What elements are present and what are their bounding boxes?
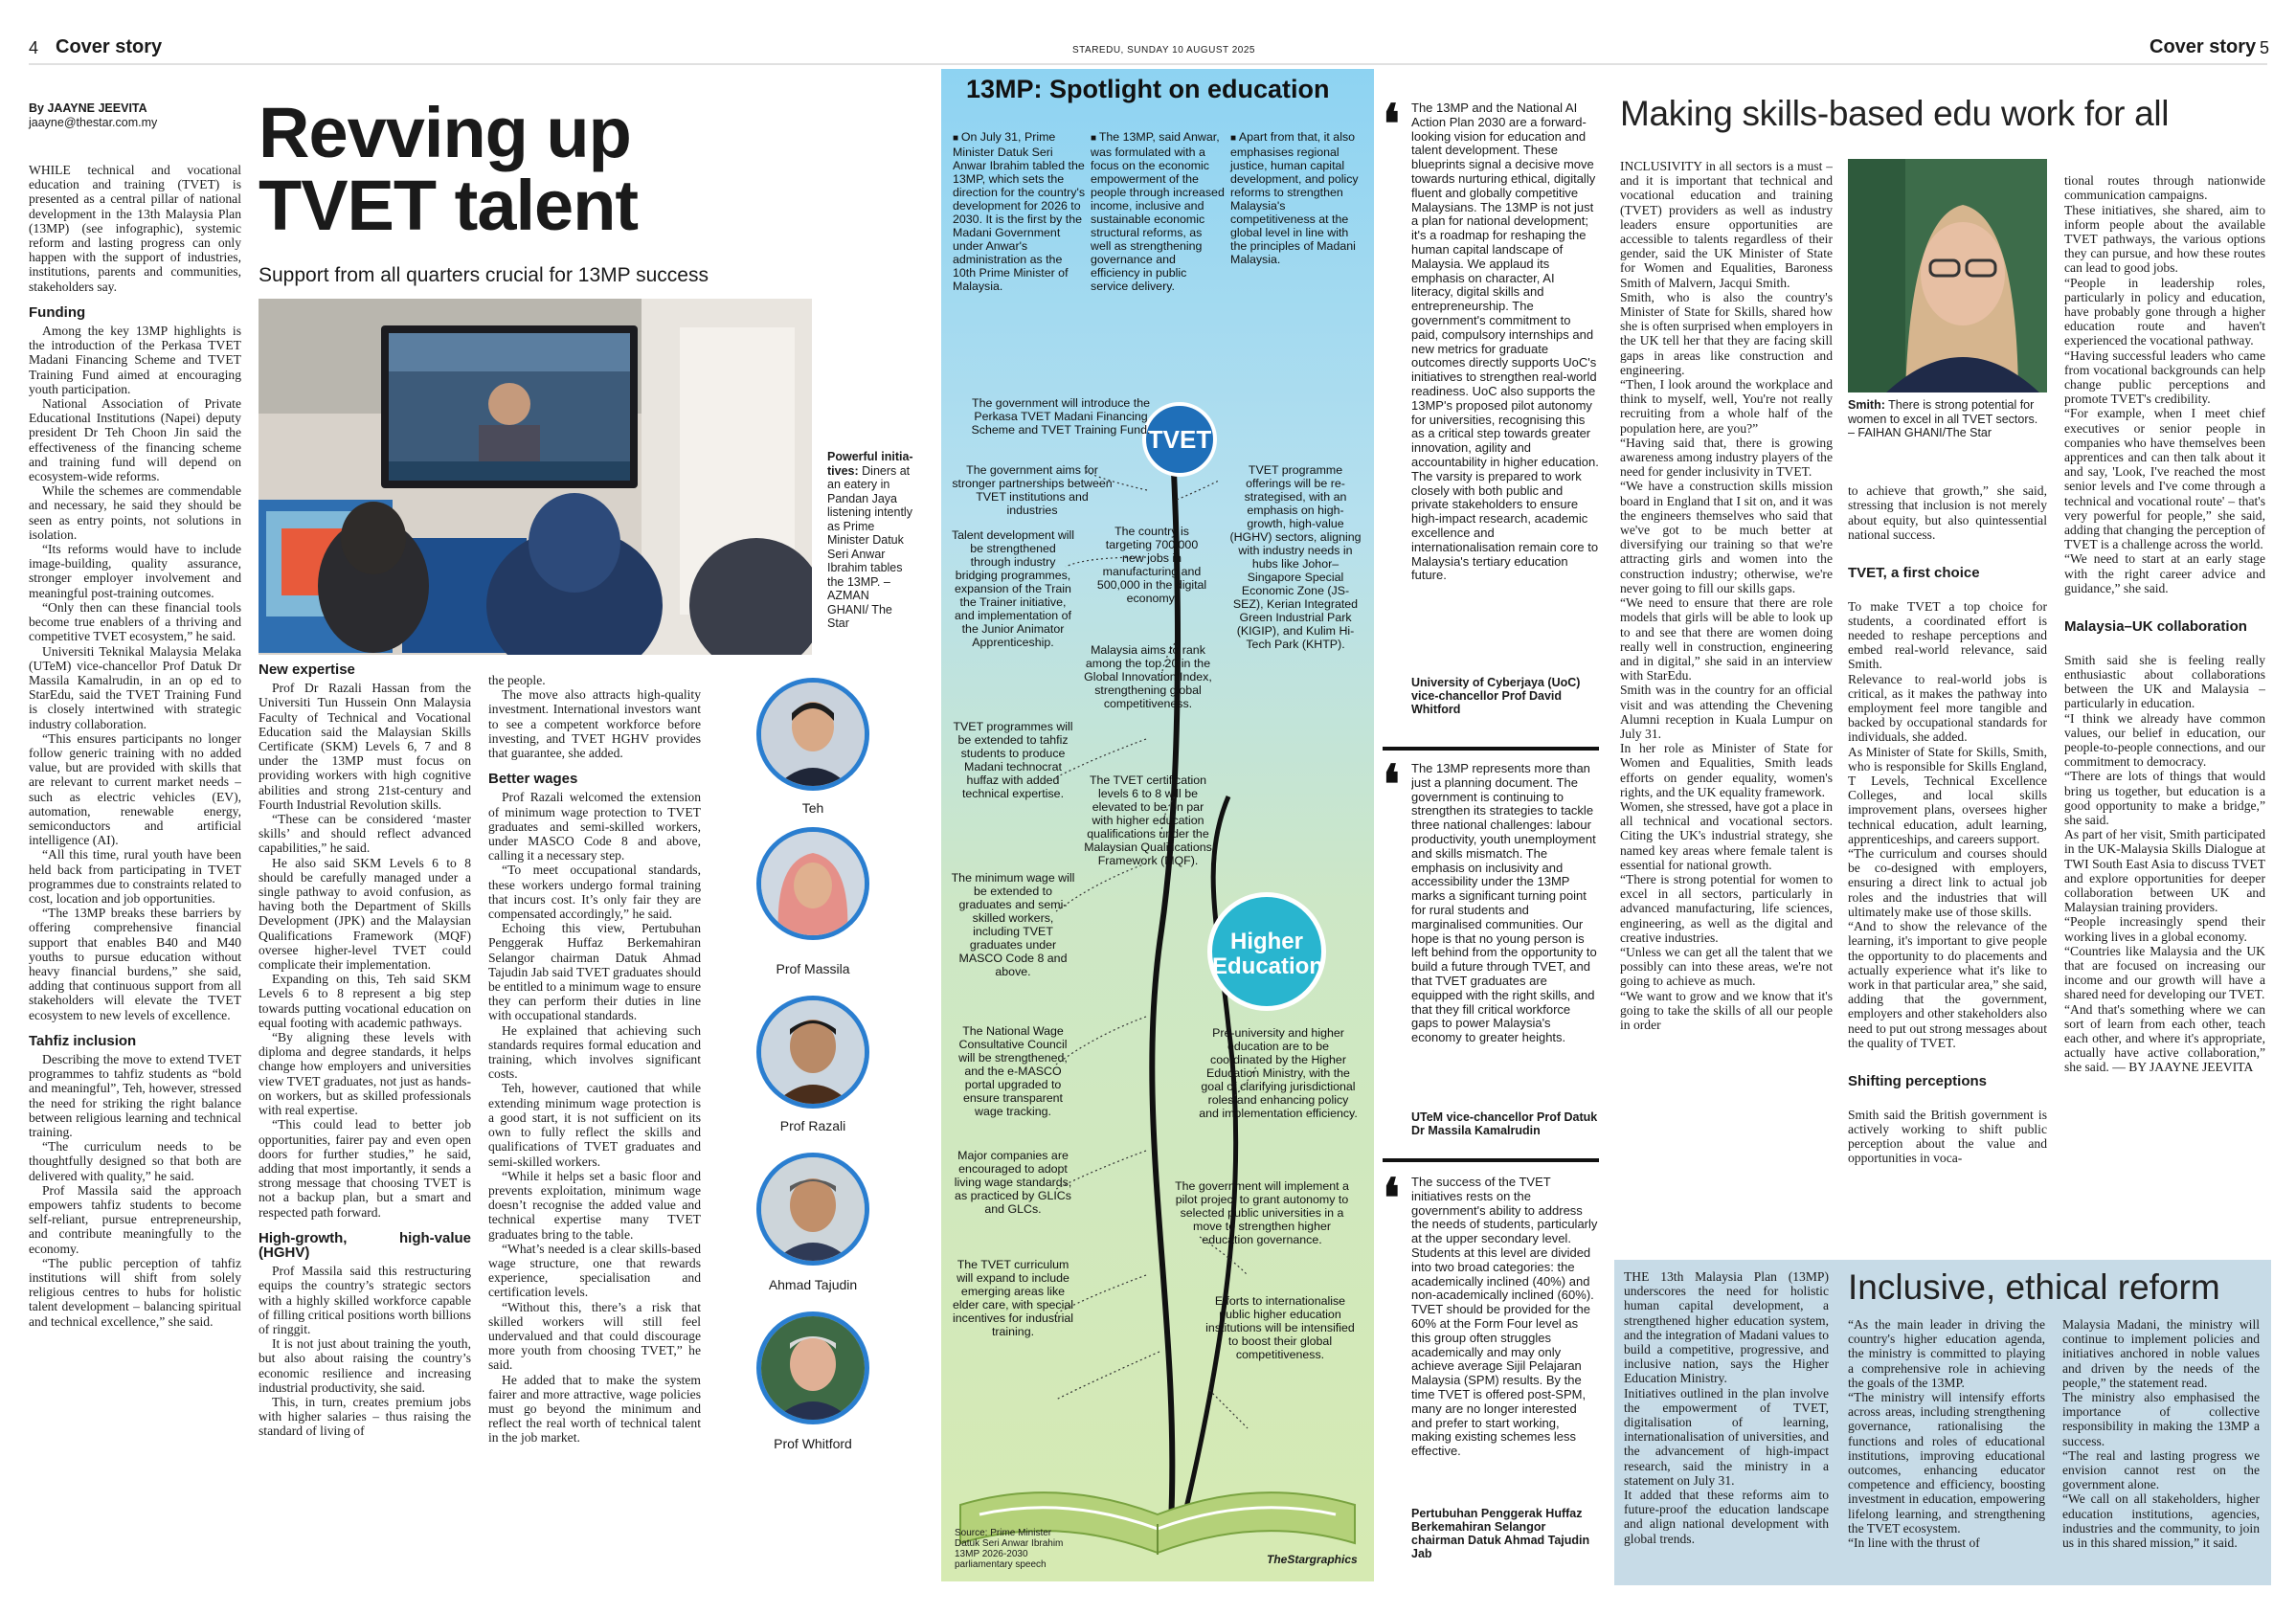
- inclusive-column-1: THE 13th Malaysia Plan (13MP) underscores the need for holistic human capital development, a strengthened higher education system, and the integration of Madani values to build a competitive, progressive, and inclusive nation, says the Higher Education Ministry. Initiatives outlined in the plan involve the empowerment of TVET, digitalisation of learning, internationalisation of universities, and the advancement of high-impact research, said the ministry in a statement on July 31. It added that these reforms aim to future-proof the education landscape and align national development with global trends.: [1624, 1269, 1829, 1546]
- portrait-tajudin: [756, 1153, 869, 1266]
- paragraph: Prof Dr Razali Hassan from the Universiti Tun Hussein Onn Malaysia Faculty of Technical and Vocational Education said the Malaysian Skills Certificate (SKM) Levels 6, 7 and 8 under the 13MP must focus on providing workers with high cognitive abilities and strong 21st-century and Fourth Industrial Revolution skills.: [259, 681, 471, 812]
- paragraph: tional routes through nationwide communication campaigns. These initiatives, she shared, aim to inform people about the available TVET pathways, the various options they can pursue, and how these routes can lead to good jobs. “People in leadership roles, particularly in policy and education, have probably gone through a higher education route and haven't experienced the vocational pathway. “Having successful leaders who came from vocational backgrounds can help change public perceptions and promote TVET's credibility. “For example, when I meet chief executives or senior people in companies who have themselves been apprentices and can then talk about it and say, 'Look, I've reached the most senior levels and I've come through a technical and vocational route' – that's very powerful for people,” she said, adding that changing the perception of TVET is a challenge across the world. “We need to start at an early stage with the right career advice and guidance,” she said.: [2064, 173, 2265, 595]
- subhead-malaysia-uk: Malaysia–UK collaboration: [2064, 618, 2247, 636]
- subhead-shifting-perceptions: Shifting perceptions: [1848, 1073, 1988, 1090]
- smith-caption-lead: Smith:: [1848, 398, 1885, 412]
- quote-2-attribution: UTeM vice-chancellor Prof Datuk Dr Massila Kamalrudin: [1411, 1110, 1598, 1137]
- info-tvet-4: TVET programmes will be extended to tahfiz students to produce Madani technocrat huffaz with added technical expertise.: [953, 720, 1073, 800]
- he-badge-line-2: Education: [1212, 953, 1324, 979]
- subhead-tahfiz: Tahfiz inclusion: [29, 1032, 137, 1049]
- info-bullet-1-text: On July 31, Prime Minister Datuk Seri Anwar Ibrahim tabled the 13MP, which sets the direction for the country's development for 2026 to 2030. It is the first by the Madani Government under Anwar's administration as the 10th Prime Minister of Malaysia.: [953, 130, 1086, 293]
- left-article-column-2: [259, 662, 471, 1572]
- masthead: STAREDU, SUNDAY 10 AUGUST 2025: [1072, 45, 1255, 56]
- info-tvet-5: The minimum wage will be extended to graduates and semi-skilled workers, including TVET graduates under MASCO Code 8 and above.: [951, 871, 1075, 978]
- smith-portrait-illustration: [1848, 159, 2047, 392]
- info-middle-1: The country is targeting 700,000 new jobs in manufacturing and 500,000 in the digital economy.: [1096, 525, 1207, 605]
- paragraph: “What’s needed is a clear skills-based wage structure, one that rewards experience, specialisation and certification levels.: [488, 1241, 701, 1300]
- paragraph: Prof Massila said the approach empowers tahfiz students to become self-reliant, pursue entrepreneurship, and contribute meaningfully to the economy.: [29, 1182, 241, 1256]
- right-page-number: 5: [2260, 38, 2270, 57]
- subhead-new-expertise: New expertise: [259, 662, 355, 678]
- paragraph: the people.: [488, 673, 546, 687]
- paragraph: Universiti Teknikal Malaysia Melaka (UTeM) vice-chancellor Prof Datuk Dr Massila Kamalrudin, in an op ed to StarEdu, said the TVET Training Fund is closely intertwined with strategic industry collaboration.: [29, 643, 241, 731]
- right-article-column-1: INCLUSIVITY in all sectors is a must – and it is important that technical and vocational education and training (TVET) providers as well as industry leaders ensure opportunities are accessible to talents regardless of their gender, said the UK Minister of State for Women and Equalities, Baroness Smith of Malvern, Jacqui Smith. Smith, who is also the country's Minister of State for Skills, shared how she is often surprised when employers in the UK tell her that they are facing skill gaps in areas like construction and engineering. “Then, I look around the workplace and think to myself, well, You're not really recruiting from a whole half of the population here, are you?” “Having said that, there is growing awareness among industry players of the need for gender inclusivity in TVET. “We have a construction skills mission board in England that I sit on, and it was the engineers themselves who said that we've got to be much better at diversifying our training so that we're attracting girls and women into the construction industry; otherwise, we're never going to fill our skills gaps. “We need to ensure that there are role models that girls will be able to look up to and see that there are women doing really well in construction, engineering and in digital,” she said in an interview with StarEdu. Smith was in the country for an official visit and was attending the Chevening Alumni reception in Kuala Lumpur on July 31. In her role as Minister of State for Women and Equalities, Smith leads efforts on gender equality, women's rights, and the UK equality framework. Women, she stressed, have got a place in all technical and vocational sectors. Citing the UK's industrial strategy, she named key areas where female talent is essential for national growth. “There is strong potential for women to excel in all sectors, particularly in advanced manufacturing, life sciences, engineering, as well as the digital and creative industries. “Unless we can get all the talent that we possibly can into these areas, we're not going to achieve as much. “We want to grow and we know that it's going to take the skills of all our people in order: [1620, 159, 1833, 1032]
- portrait-razali: [756, 996, 869, 1109]
- headline-line-2: TVET talent: [259, 166, 639, 245]
- paragraph: “Only then can these financial tools become true enablers of a thriving and competitive TVET ecosystem,” he said.: [29, 599, 241, 644]
- higher-education-badge: [1207, 892, 1326, 1011]
- info-bullet-2: ■ The 13MP, said Anwar, was formulated with a focus on the economic empowerment of the people through increased income, inclusive and sustainable economic structural reforms, as well as strengthening governance and efficiency in public service delivery.: [1091, 130, 1225, 293]
- right-article-column-2: [1848, 469, 2047, 1222]
- paragraph: Smith said the British government is actively working to shift public perception about the value and opportunities in voca-: [1848, 1107, 2047, 1166]
- header-divider: [29, 63, 2267, 65]
- quote-1-text: The 13MP and the National AI Action Plan 2030 are a forward-looking vision for education and talent development. These blueprints signal a decisive move towards nurturing ethical, digitally fluent and globally competitive Malaysians. The 13MP is not just a plan for national development; it's a roadmap for reshaping the human capital landscape of Malaysia. We applaud its emphasis on character, AI literacy, digital skills and entrepreneurship. The government's commitment to paid, compulsory internships and new metrics for graduate outcomes directly supports UoC's initiatives to strengthen real-world readiness. UoC also supports the 13MP's proposed pilot autonomy for universities, recognising this as a critical step towards greater innovation, agility and accountability in higher education. The varsity is prepared to work closely with both public and private stakeholders to ensure high-impact research, academic excellence and internationalisation remain core to Malaysia's tertiary education future.: [1411, 101, 1599, 583]
- paragraph: It is not just about training the youth, but also about raising the country’s economic resilience and increasing industrial productivity, she said.: [259, 1336, 471, 1395]
- inclusive-column-2: “As the main leader in driving the country's higher education agenda, the ministry is committed to playing a comprehensive role in achieving the goals of the 13MP. “The ministry will intensify efforts across areas, including strengthening governance, rationalising the functions and roles of educational institutions, improving educational outcomes, enhancing educator competence and efficiency, boosting investment in education, empowering lifelong learning, and strengthening the TVET ecosystem. “In line with the thrust of: [1848, 1317, 2045, 1551]
- quote-1-attribution: University of Cyberjaya (UoC) vice-chancellor Prof David Whitford: [1411, 676, 1581, 716]
- paragraph: Prof Razali welcomed the extension of minimum wage protection to TVET graduates and semi-skilled workers, under MASCO Code 8 and above, calling it a necessary step.: [488, 790, 701, 863]
- info-he-3: Efforts to internationalise public higher education institutions will be intensified to boost their global competitiveness.: [1205, 1294, 1355, 1361]
- info-bullet-3-text: Apart from that, it also emphasises regional justice, human capital development, and policy reforms to strengthen Malaysia's competitiveness at the global level in line with the principles of Madani Malaysia.: [1230, 130, 1359, 266]
- portrait-teh: [756, 678, 869, 791]
- infographic-credit: TheStargraphics: [1267, 1553, 1358, 1566]
- right-section-label: Cover story: [2150, 36, 2257, 57]
- he-badge-line-1: Higher: [1229, 929, 1303, 954]
- quote-mark-2: ❛: [1383, 754, 1401, 815]
- diners-scene-illustration: [259, 299, 812, 655]
- inclusive-column-3: Malaysia Madani, the ministry will continue to implement policies and initiatives anchored in noble values and driven by the needs of the people,” the statement read. The ministry also emphasised the importance of collective responsibility in making the 13MP a success. “The real and lasting progress we envision cannot rest on the government alone. “We call on all stakeholders, higher education institutions, agencies, industries and the community, to join us in this shared mission,” it said.: [2062, 1317, 2260, 1551]
- subhead-hghv: High-growth, high-value (HGHV): [259, 1229, 471, 1261]
- left-section-label: Cover story: [56, 36, 163, 57]
- paragraph: National Association of Private Educational Institutions (Napei) deputy president Dr Teh Choon Jin said the effectiveness of the financing scheme and training fund will depend on ecosystem-wide reforms.: [29, 396, 241, 484]
- paragraph: He explained that achieving such standards requires formal education and training, which involves significant costs.: [488, 1022, 701, 1082]
- info-bullet-3: ■ Apart from that, it also emphasises regional justice, human capital development, and policy reforms to strengthen Malaysia's competitiveness at the global level in line with the principles of Madani Malaysia.: [1230, 130, 1359, 266]
- tvet-badge: TVET: [1142, 402, 1217, 477]
- paragraph: to achieve that growth,” she said, stressing that inclusion is not merely about equity, but also quintessential national success.: [1848, 483, 2047, 542]
- paragraph: Teh, however, cautioned that while extending minimum wage protection is a good start, it is not sufficient on its own to fully reflect the skills and qualifications of TVET graduates and semi-skilled workers.: [488, 1081, 701, 1169]
- info-bullet-1: ■ On July 31, Prime Minister Datuk Seri Anwar Ibrahim tabled the 13MP, which sets the direction for the country's development for 2026 to 2030. It is the first by the Madani Government under Anwar's administration as the 10th Prime Minister of Malaysia.: [953, 130, 1086, 293]
- info-tvet-2: The government aims for stronger partnerships between TVET institutions and industries: [952, 463, 1113, 517]
- info-he-2: The government will implement a pilot project to grant autonomy to selected public universities in a move to strengthen higher education governance.: [1175, 1179, 1349, 1246]
- info-tvet-3: Talent development will be strengthened through industry bridging programmes, expansion of the Train the Trainer initiative, and implementation of the Junior Animator Apprenticeship.: [951, 528, 1075, 649]
- info-tvet-8: The TVET curriculum will expand to include emerging areas like elder care, with special incentives for industrial training.: [952, 1258, 1074, 1338]
- smith-caption-text: There is strong potential for women to excel in all TVET sectors. – FAIHAN GHANI/The Star: [1848, 398, 2038, 439]
- paragraph: Prof Massila said this restructuring equips the country’s strategic sectors with a highly skilled workforce capable of filling critical positions worth billions of ringgit.: [259, 1264, 471, 1336]
- info-tvet-7: Major companies are encouraged to adopt living wage standards, as practiced by GLICs and GLCs.: [954, 1149, 1072, 1216]
- portrait-label-massila: Prof Massila: [776, 961, 850, 976]
- subhead-funding: Funding: [29, 303, 86, 321]
- inclusive-reform-box: [1614, 1260, 2271, 1585]
- paragraph: He added that to make the system fairer and more attractive, wage policies must go beyond the minimum and reflect the real worth of technical talent in the job market.: [488, 1372, 701, 1446]
- quote-mark-1: ❛: [1383, 94, 1401, 154]
- smith-photo: [1848, 159, 2047, 392]
- inclusive-headline: Inclusive, ethical reform: [1848, 1267, 2220, 1307]
- headline-line-1: Revving up: [259, 93, 631, 172]
- left-article-column-3: [488, 673, 701, 1573]
- quote-3-attribution: Pertubuhan Penggerak Huffaz Berkemahiran Selangor chairman Datuk Ahmad Tajudin Jab: [1411, 1507, 1590, 1560]
- paragraph: Describing the move to extend TVET programmes to tahfiz students as “bold and meaningful”, Teh, however, stressed the need for striking the right balance between religious learning and technical training.: [29, 1051, 241, 1139]
- paragraph: “While it helps set a basic floor and prevents exploitation, minimum wage doesn’t recognise the added value and technical expertise many TVET graduates bring to the table.: [488, 1168, 701, 1242]
- info-middle-3: The TVET certification levels 6 to 8 will be elevated to be on par with higher education qualifications under the Malaysian Qualifications Framework (MQF).: [1084, 773, 1212, 867]
- info-bullet-2-text: The 13MP, said Anwar, was formulated with a focus on the economic empowerment of the people through increased income, inclusive and sustainable economic structural reforms, as well as strengthening governance and efficiency in public service delivery.: [1091, 130, 1225, 293]
- infographic-panel: [941, 69, 1374, 1581]
- paragraph: Expanding on this, Teh said SKM Levels 6 to 8 represent a big step towards putting vocational education on equal footing with academic pathways.: [259, 972, 471, 1030]
- right-headline: Making skills-based edu work for all: [1620, 94, 2170, 133]
- info-middle-2: Malaysia aims to rank among the top 20 in the Global Innovation Index, strengthening global competitiveness.: [1084, 643, 1212, 710]
- left-article-column-1: [29, 163, 241, 1570]
- paragraph: Echoing this view, Pertubuhan Penggerak Huffaz Berkemahiran Selangor chairman Datuk Ahmad Tajudin Jab said TVET graduates should be entitled to a minimum wage to ensure they can perform their duties in line with occupational standards.: [488, 921, 701, 1023]
- subhead-tvet-first-choice: TVET, a first choice: [1848, 565, 1980, 582]
- infographic-title: 13MP: Spotlight on education: [966, 75, 1330, 103]
- right-article-column-3: [2064, 159, 2265, 1222]
- quote-mark-3: ❛: [1383, 1168, 1401, 1228]
- photo-caption-lead: Powerful initia-tives:: [827, 450, 913, 478]
- portrait-label-razali: Prof Razali: [779, 1118, 846, 1133]
- deck: Support from all quarters crucial for 13MP success: [259, 264, 709, 286]
- quote-3-text: The success of the TVET initiatives rests on the government's ability to address the needs of students, particularly at the upper secondary level. Students at this level are divided into two broad categories: the academically inclined (40%) and non-academically inclined (60%). TVET should be provided for the 60% at the Form Four level as this group often struggles academically and may only achieve average Sijil Pelajaran Malaysia (SPM) results. By the time TVET is offered post-SPM, many are no longer interested and prefer to start working, making existing schemes less effective.: [1411, 1176, 1598, 1459]
- portrait-massila: [756, 827, 869, 940]
- info-tvet-right-1: TVET programme offerings will be re-strategised, with an emphasis on high-growth, high-value (HGHV) sectors, aligning with industry needs in hubs like Johor–Singapore Special Economic Zone (JS-SEZ), Kerian Integrated Green Industrial Park (KIGIP), and Kulim Hi-Tech Park (KHTP).: [1229, 463, 1362, 651]
- left-page-number: 4: [29, 38, 39, 57]
- paragraph: He also said SKM Levels 6 to 8 should be carefully managed under a single pathway to avoid confusion, as having both the Department of Skills Development (JPK) and the Malaysian Qualifications Framework (MQF) oversee higher-level TVET could complicate their implementation.: [259, 855, 471, 973]
- article-intro: WHILE technical and vocational education and training (TVET) is presented as a central pillar of national development in the 13th Malaysia Plan (13MP) (see infographic), systemic reform and lasting progress can only happen with the support of industries, institutions, parents and communities, stakeholders say.: [29, 163, 241, 294]
- byline: By JAAYNE JEEVITA: [29, 101, 147, 115]
- info-he-1: Pre-university and higher education are to be coordinated by the Higher Education Ministry, with the goal of clarifying jurisdictional roles and enhancing policy and implementation efficiency.: [1199, 1026, 1358, 1120]
- quote-divider-2: [1383, 1158, 1599, 1162]
- paragraph: Smith said she is feeling really enthusiastic about collaborations between the UK and Malaysia – particularly in education. “I think we already have common values, our belief in education, our people-to-people connections, and our commitment to democracy. “There are lots of things that would bring us together, but education is a good opportunity to make a bridge,” she said. As part of her visit, Smith participated in the UK-Malaysia Skills Dialogue at TWI South East Asia to discuss TVET and explore opportunities for deeper collaboration between UK and Malaysian training providers. “People increasingly spend their working lives in a global economy. “Countries like Malaysia and the UK that are focused on increasing our income and our growth will have a shared need for developing our TVET. “And that's something where we can sort of learn from each other, teach each other, and where it's appropriate, actually have active collaboration,” she said. — BY JAAYNE JEEVITA: [2064, 652, 2265, 1075]
- photo-caption-text: Diners at an eatery in Pandan Jaya listening intently as Prime Minister Datuk Seri Anwar Ibrahim tables the 13MP. – AZMAN GHANI/ The Star: [827, 463, 912, 630]
- byline-email: jaayne@thestar.com.my: [29, 116, 158, 129]
- portrait-label-tajudin: Ahmad Tajudin: [768, 1277, 858, 1292]
- paragraph: “The public perception of tahfiz institutions will shift from solely religious centres to hubs for holistic talent development – balancing spiritual and technical excellence,” she said.: [29, 1255, 241, 1329]
- info-tvet-6: The National Wage Consultative Council will be strengthened, and the e-MASCO portal upgraded to ensure transparent wage tracking.: [958, 1024, 1068, 1118]
- paragraph: While the schemes are commendable and necessary, he said they should be seen as entry points, not solutions in isolation.: [29, 483, 241, 542]
- paragraph: “Without this, there’s a risk that skilled workers will still feel undervalued and that could discourage more youth from choosing TVET,” he said.: [488, 1299, 701, 1373]
- subhead-better-wages: Better wages: [488, 771, 578, 788]
- portrait-label-whitford: Prof Whitford: [774, 1436, 852, 1451]
- smith-photo-caption: [1848, 398, 2047, 440]
- info-tvet-1: The government will introduce the Perkasa TVET Madani Financing Scheme and TVET Training Fund.: [971, 396, 1151, 437]
- paragraph: “These can be considered ‘master skills’ and should reflect advanced capabilities,” he said.: [259, 812, 471, 856]
- quote-divider-1: [1383, 747, 1599, 751]
- paragraph: “All this time, rural youth have been held back from participating in TVET programmes due to constraints related to cost, location and job opportunities.: [29, 847, 241, 906]
- paragraph: “The 13MP breaks these barriers by offering comprehensive financial support that enables B40 and M40 youths to pursue education without heavy financial burdens,” she said, adding that continuous support from all stakeholders will elevate the TVET ecosystem to new levels of excellence.: [29, 906, 241, 1022]
- paragraph: This, in turn, creates premium jobs with higher salaries – thus raising the standard of living of: [259, 1394, 471, 1439]
- photo-caption: [827, 450, 913, 631]
- paragraph: “Its reforms would have to include image-building, quality assurance, stronger employer involvement and meaningful post-training outcomes.: [29, 542, 241, 600]
- portrait-label-teh: Teh: [801, 800, 824, 816]
- infographic-source: Source: Prime Minister Datuk Seri Anwar Ibrahim 13MP 2026-2030 parliamentary speech: [955, 1528, 1064, 1570]
- paragraph: “To meet occupational standards, these workers undergo formal training that incurs cost. It’s only fair they are compensated accordingly,” he said.: [488, 863, 701, 922]
- paragraph: “The curriculum needs to be thoughtfully designed so that both are delivered with quality,” he said.: [29, 1139, 241, 1183]
- paragraph: “This ensures participants no longer follow generic training with no added value, but are provided with skills that are relevant to current market needs – such as electric vehicles (EV), automation, renewable energy, semiconductors and artificial intelligence (AI).: [29, 730, 241, 848]
- paragraph: “This could lead to better job opportunities, fairer pay and even open doors for further studies,” he said, adding that most importantly, it sends a strong message that choosing TVET is not a backup plan, but a smart and respected path forward.: [259, 1117, 471, 1220]
- paragraph: Among the key 13MP highlights is the introduction of the Perkasa TVET Madani Financing Scheme and TVET Training Fund aimed at encouraging youth participation.: [29, 324, 241, 396]
- paragraph: The move also attracts high-quality investment. International investors want to see a competent workforce before investing, and TVET HGHV provides that guarantee, she added.: [488, 687, 701, 761]
- portrait-whitford: [756, 1311, 869, 1424]
- paragraph: “By aligning these levels with diploma and degree standards, it helps change how employers and universities view TVET graduates, not just as hands-on workers, but as skilled professionals with real expertise.: [259, 1030, 471, 1118]
- quote-2-text: The 13MP represents more than just a planning document. The government is continuing to strengthen its strategies to tackle three national challenges: labour productivity, youth unemployment and skills mismatch. The emphasis on inclusivity and accessibility under the 13MP marks a significant turning point for rural students and marginalised communities. Our hope is that no young person is left behind from the opportunity to build a future through TVET, and that TVET graduates are equipped with the right skills, and that they fill critical workforce gaps to power Malaysia's economy to greater heights.: [1411, 762, 1597, 1045]
- paragraph: To make TVET a top choice for students, a coordinated effort is needed to reshape perceptions and embed real-world relevance, said Smith. Relevance to real-world jobs is critical, as it makes the pathway into employment feel more tangible and backed by occupational standards for individuals, she added. As Minister of State for Skills, Smith, who is responsible for Skills England, T Levels, Technical Excellence Colleges, and local skills improvement plans, oversees higher technical education, adult learning, apprenticeships, and careers support. “The curriculum and courses should be co-designed with employers, ensuring a direct link to actual job roles and the industries that will ultimately make use of those skills. “And to show the relevance of the learning, it's important to give people the opportunity to do placements and actually experience what it's like to work in that particular area,” she said, adding that the government, employers and other stakeholders also need to put out strong messages about the quality of TVET.: [1848, 598, 2047, 1050]
- main-photo: [259, 299, 812, 655]
